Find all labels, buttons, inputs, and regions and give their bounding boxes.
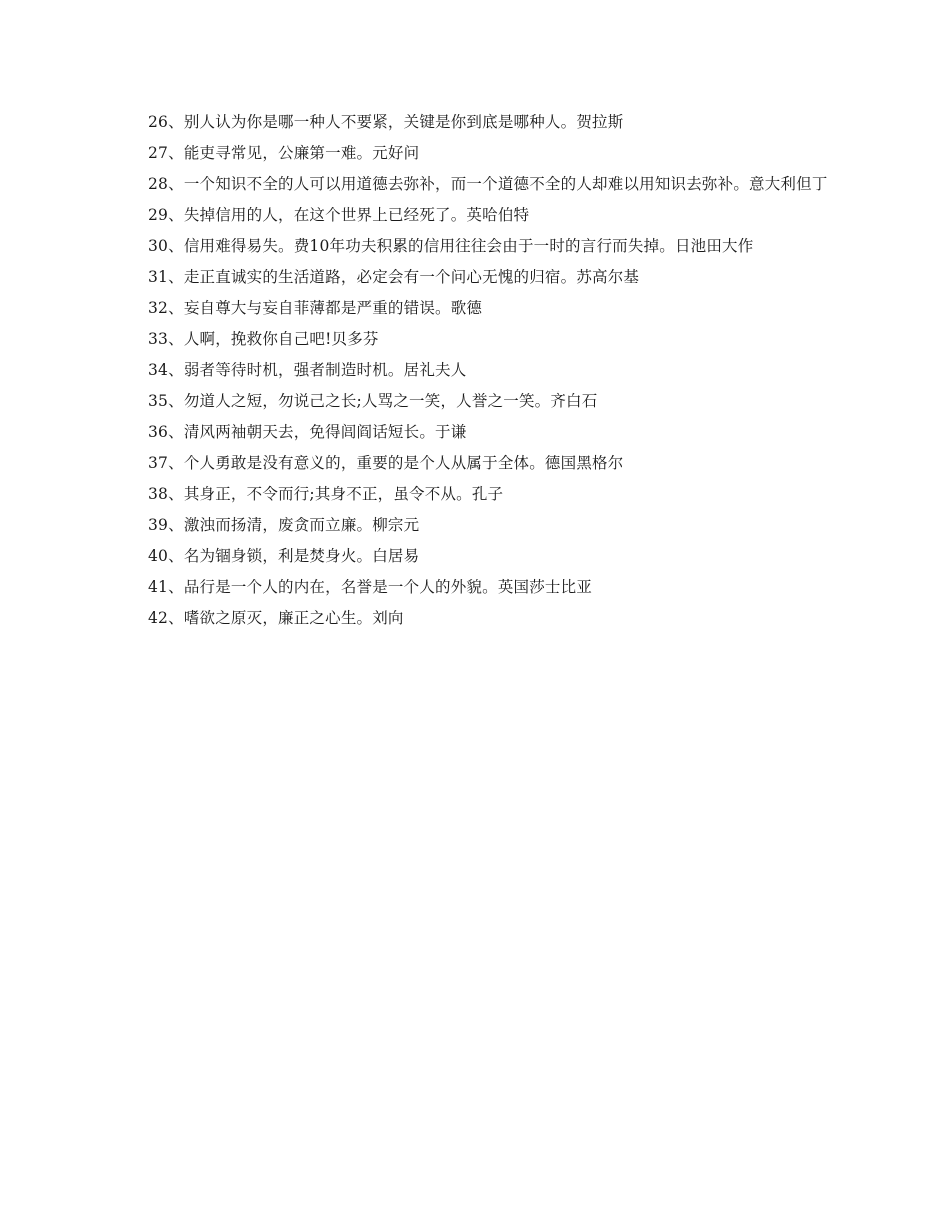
paragraph-30: 30、信用难得易失。费10年功夫积累的信用往往会由于一时的言行而失掉。日池田大作 <box>148 237 754 255</box>
paragraph-36: 36、清风两袖朝天去，免得闾阎话短长。于谦 <box>148 423 467 441</box>
paragraph-42: 42、嗜欲之原灭，廉正之心生。刘向 <box>148 609 404 627</box>
paragraph-31: 31、走正直诚实的生活道路，必定会有一个问心无愧的归宿。苏高尔基 <box>148 268 640 286</box>
paragraph-37: 37、个人勇敢是没有意义的，重要的是个人从属于全体。德国黑格尔 <box>148 454 624 472</box>
document-body <box>113 113 833 640</box>
paragraph-39: 39、激浊而扬清，废贪而立廉。柳宗元 <box>148 516 420 534</box>
paragraph-34: 34、弱者等待时机，强者制造时机。居礼夫人 <box>148 361 467 379</box>
paragraph-33: 33、人啊，挽救你自己吧!贝多芬 <box>148 330 379 348</box>
paragraph-26: 26、别人认为你是哪一种人不要紧，关键是你到底是哪种人。贺拉斯 <box>148 113 624 131</box>
paragraph-41: 41、品行是一个人的内在，名誉是一个人的外貌。英国莎士比亚 <box>148 578 593 596</box>
paragraph-38: 38、其身正，不令而行;其身不正，虽令不从。孔子 <box>148 485 504 503</box>
paragraph-28: 28、一个知识不全的人可以用道德去弥补，而一个道德不全的人却难以用知识去弥补。意大利但丁 <box>148 175 828 193</box>
paragraph-29: 29、失掉信用的人，在这个世界上已经死了。英哈伯特 <box>148 206 530 224</box>
paragraph-40: 40、名为锢身锁，利是焚身火。白居易 <box>148 547 420 565</box>
paragraph-27: 27、能吏寻常见，公廉第一难。元好问 <box>148 144 420 162</box>
paragraph-35: 35、勿道人之短，勿说己之长;人骂之一笑，人誉之一笑。齐白石 <box>148 392 598 410</box>
paragraph-32: 32、妄自尊大与妄自菲薄都是严重的错误。歌德 <box>148 299 483 317</box>
